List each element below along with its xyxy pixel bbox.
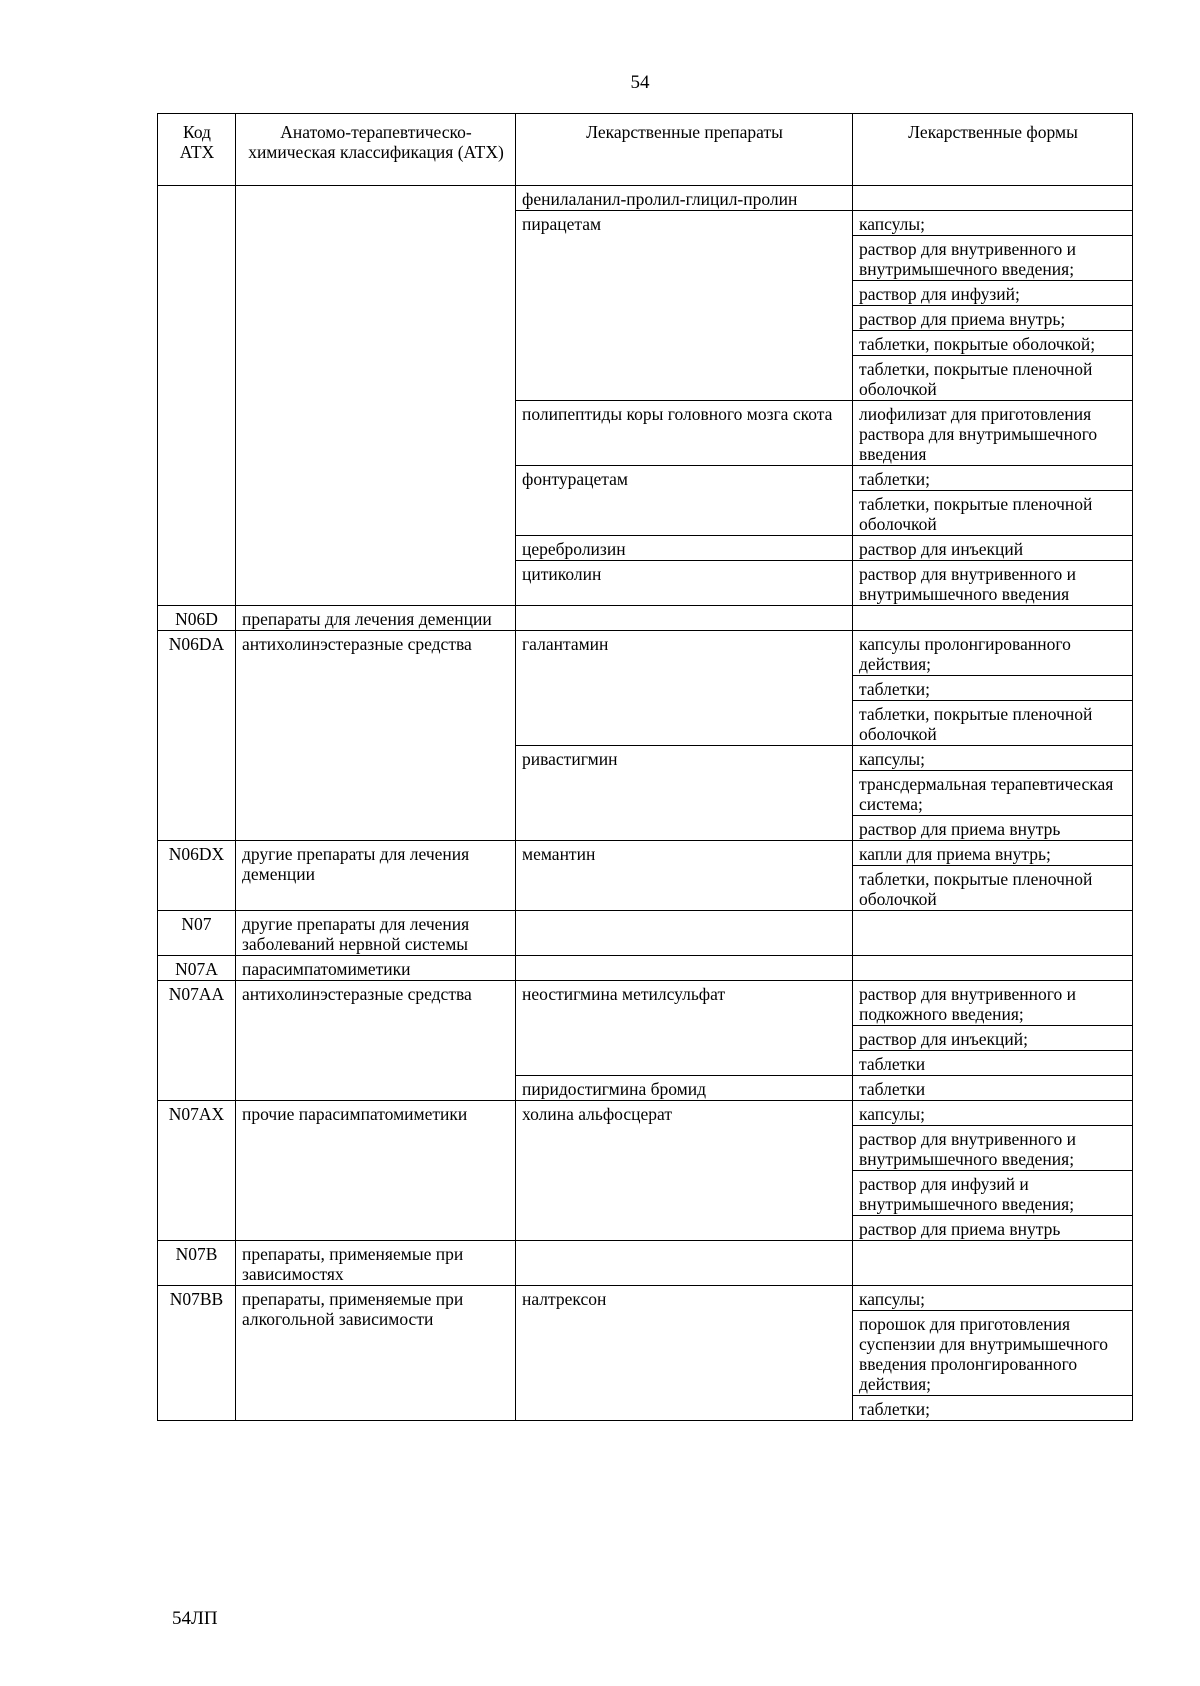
drug-cell: мемантин (516, 841, 853, 911)
table-row (158, 841, 1133, 866)
table-row (158, 981, 1133, 1026)
form-cell: таблетки; (853, 1396, 1133, 1421)
header-dosage-forms: Лекарственные формы (853, 114, 1133, 186)
page-number: 54 (630, 72, 650, 93)
atc-class-cell: другие препараты для лечения заболеваний нервной системы (236, 911, 516, 956)
form-cell: таблетки, покрытые пленочной оболочкой (853, 866, 1133, 911)
drug-cell: фонтурацетам (516, 466, 853, 536)
drug-cell: ривастигмин (516, 746, 853, 841)
form-cell: таблетки; (853, 676, 1133, 701)
form-cell: раствор для инъекций; (853, 1026, 1133, 1051)
header-atc-classification: Анатомо-терапевтическо-химическая классификация (АТХ) (236, 114, 516, 186)
form-cell: капсулы пролонгированного действия; (853, 631, 1133, 676)
form-cell: раствор для приема внутрь (853, 816, 1133, 841)
atc-class-cell: антихолинэстеразные средства (236, 631, 516, 841)
atc-class-cell: препараты, применяемые при алкогольной зависимости (236, 1286, 516, 1421)
form-cell: таблетки (853, 1076, 1133, 1101)
drug-cell: пиридостигмина бромид (516, 1076, 853, 1101)
atc-code-cell: N07AA (158, 981, 236, 1101)
form-cell (853, 911, 1133, 956)
header-atc-code: Код АТХ (158, 114, 236, 186)
drug-cell: пирацетам (516, 211, 853, 401)
form-cell (853, 606, 1133, 631)
atc-code-cell: N06DX (158, 841, 236, 911)
atc-code-cell: N06DA (158, 631, 236, 841)
form-cell: раствор для инфузий; (853, 281, 1133, 306)
drug-cell: церебролизин (516, 536, 853, 561)
form-cell: раствор для внутривенного и внутримышечного введения; (853, 236, 1133, 281)
drug-cell: фенилаланил-пролил-глицил-пролин (516, 186, 853, 211)
atc-class-cell (236, 186, 516, 606)
table-row (158, 1241, 1133, 1286)
drug-cell: холина альфосцерат (516, 1101, 853, 1241)
form-cell: раствор для приема внутрь; (853, 306, 1133, 331)
drug-cell: полипептиды коры головного мозга скота (516, 401, 853, 466)
atc-code-cell: N07AX (158, 1101, 236, 1241)
form-cell: порошок для приготовления суспензии для внутримышечного введения пролонгированного действия; (853, 1311, 1133, 1396)
drug-cell (516, 911, 853, 956)
table-row (158, 956, 1133, 981)
atc-code-cell: N07A (158, 956, 236, 981)
form-cell: раствор для внутривенного и внутримышечного введения; (853, 1126, 1133, 1171)
drug-cell: налтрексон (516, 1286, 853, 1421)
form-cell: капсулы; (853, 1286, 1133, 1311)
form-cell: таблетки, покрытые пленочной оболочкой (853, 356, 1133, 401)
form-cell: капли для приема внутрь; (853, 841, 1133, 866)
form-cell: капсулы; (853, 211, 1133, 236)
atc-class-cell: парасимпатомиметики (236, 956, 516, 981)
table-row (158, 186, 1133, 211)
form-cell (853, 1241, 1133, 1286)
table-row (158, 1286, 1133, 1311)
atc-code-cell: N06D (158, 606, 236, 631)
atc-drug-table (157, 113, 1133, 1421)
form-cell (853, 956, 1133, 981)
table-row (158, 911, 1133, 956)
drug-cell: галантамин (516, 631, 853, 746)
atc-class-cell: препараты для лечения деменции (236, 606, 516, 631)
drug-cell: цитиколин (516, 561, 853, 606)
form-cell: таблетки, покрытые пленочной оболочкой (853, 701, 1133, 746)
atc-code-cell: N07 (158, 911, 236, 956)
drug-cell: неостигмина метилсульфат (516, 981, 853, 1076)
form-cell: капсулы; (853, 746, 1133, 771)
form-cell: таблетки, покрытые оболочкой; (853, 331, 1133, 356)
atc-code-cell: N07BB (158, 1286, 236, 1421)
form-cell: таблетки, покрытые пленочной оболочкой (853, 491, 1133, 536)
table-row (158, 1101, 1133, 1126)
drug-cell (516, 606, 853, 631)
drug-cell (516, 956, 853, 981)
header-drugs: Лекарственные препараты (516, 114, 853, 186)
form-cell: капсулы; (853, 1101, 1133, 1126)
form-cell: таблетки (853, 1051, 1133, 1076)
drug-cell (516, 1241, 853, 1286)
form-cell: таблетки; (853, 466, 1133, 491)
atc-class-cell: другие препараты для лечения деменции (236, 841, 516, 911)
table-row (158, 631, 1133, 676)
atc-code-cell (158, 186, 236, 606)
form-cell (853, 186, 1133, 211)
form-cell: раствор для инфузий и внутримышечного введения; (853, 1171, 1133, 1216)
atc-code-cell: N07B (158, 1241, 236, 1286)
form-cell: раствор для приема внутрь (853, 1216, 1133, 1241)
table-row (158, 606, 1133, 631)
form-cell: раствор для внутривенного и подкожного введения; (853, 981, 1133, 1026)
form-cell: раствор для внутривенного и внутримышечного введения (853, 561, 1133, 606)
footer-document-code: 54ЛП (172, 1608, 218, 1629)
atc-class-cell: прочие парасимпатомиметики (236, 1101, 516, 1241)
table-header-row (158, 114, 1133, 186)
atc-class-cell: антихолинэстеразные средства (236, 981, 516, 1101)
form-cell: трансдермальная терапевтическая система; (853, 771, 1133, 816)
atc-class-cell: препараты, применяемые при зависимостях (236, 1241, 516, 1286)
form-cell: лиофилизат для приготовления раствора для внутримышечного введения (853, 401, 1133, 466)
form-cell: раствор для инъекций (853, 536, 1133, 561)
